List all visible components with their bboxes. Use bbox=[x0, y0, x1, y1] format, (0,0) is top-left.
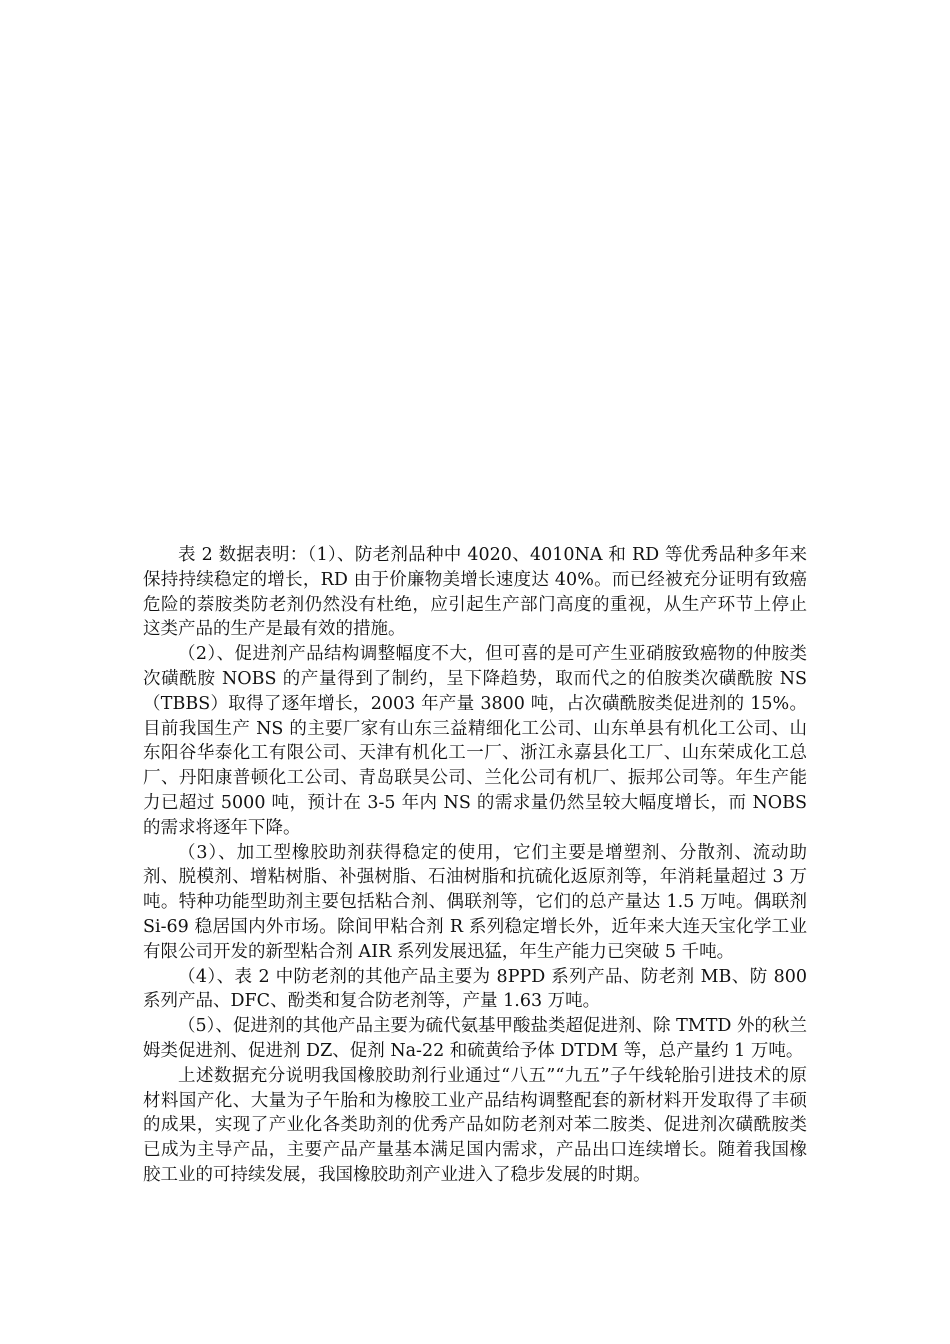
body-text bbox=[143, 543, 807, 1188]
paragraph-other-antioxidants: （4）、表 2 中防老剂的其他产品主要为 8PPD 系列产品、防老剂 MB、防 800 系列产品、DFC、酚类和复合防老剂等，产量 1.63 万吨。 bbox=[143, 966, 807, 1012]
paragraph-conclusion: 上述数据充分说明我国橡胶助剂行业通过“八五”“九五”子午线轮胎引进技术的原材料国产化、大量为子午胎和为橡胶工业产品结构调整配套的新材料开发取得了丰硕的成果，实现了产业化各类助剂的优秀产品如防老剂对苯二胺类、促进剂次磺酰胺类已成为主导产品，主要产品产量基本满足国内需求，产品出口连续增长。随着我国橡胶工业的可持续发展，我国橡胶助剂产业进入了稳步发展的时期。 bbox=[143, 1065, 807, 1185]
paragraph-table2-findings: 表 2 数据表明：（1）、防老剂品种中 4020、4010NA 和 RD 等优秀品种多年来保持持续稳定的增长，RD 由于价廉物美增长速度达 40%。而已经被充分证明有致癌危险的萘胺类防老剂仍然没有杜绝，应引起生产部门高度的重视，从生产环节上停止这类产品的生产是最有效的措施。 bbox=[143, 545, 807, 640]
paragraph-accelerator-structure: （2）、促进剂产品结构调整幅度不大，但可喜的是可产生亚硝胺致癌物的仲胺类次磺酰胺 NOBS 的产量得到了制约，呈下降趋势，取而代之的伯胺类次磺酰胺 NS（TBBS）取得了逐年增长，2003 年产量 3800 吨，占次磺酰胺类促进剂的 15%。目前我国生产 NS 的主要厂家有山东三益精细化工公司、山东单县有机化工公司、山东阳谷华泰化工有限公司、天津有机化工一厂、浙江永嘉县化工厂、山东荣成化工总厂、丹阳康普顿化工公司、青岛联昊公司、兰化公司有机厂、振邦公司等。年生产能力已超过 5000 吨，预计在 3-5 年内 NS 的需求量仍然呈较大幅度增长，而 NOBS 的需求将逐年下降。 bbox=[143, 644, 807, 838]
paragraph-other-accelerators: （5）、促进剂的其他产品主要为硫代氨基甲酸盐类超促进剂、除 TMTD 外的秋兰姆类促进剂、促进剂 DZ、促剂 Na-22 和硫黄给予体 DTDM 等，总产量约 1 万吨。 bbox=[143, 1016, 807, 1061]
paragraph-processing-aids: （3）、加工型橡胶助剂获得稳定的使用，它们主要是增塑剂、分散剂、流动助剂、脱模剂、增粘树脂、补强树脂、石油树脂和抗硫化返原剂等，年消耗量超过 3 万吨。特种功能型助剂主要包括粘合剂、偶联剂等，它们的总产量达 1.5 万吨。偶联剂 Si-69 稳居国内外市场。除间甲粘合剂 R 系列稳定增长外，近年来大连天宝化学工业有限公司开发的新型粘合剂 AIR 系列发展迅猛，年生产能力已突破 5 千吨。 bbox=[143, 842, 807, 962]
